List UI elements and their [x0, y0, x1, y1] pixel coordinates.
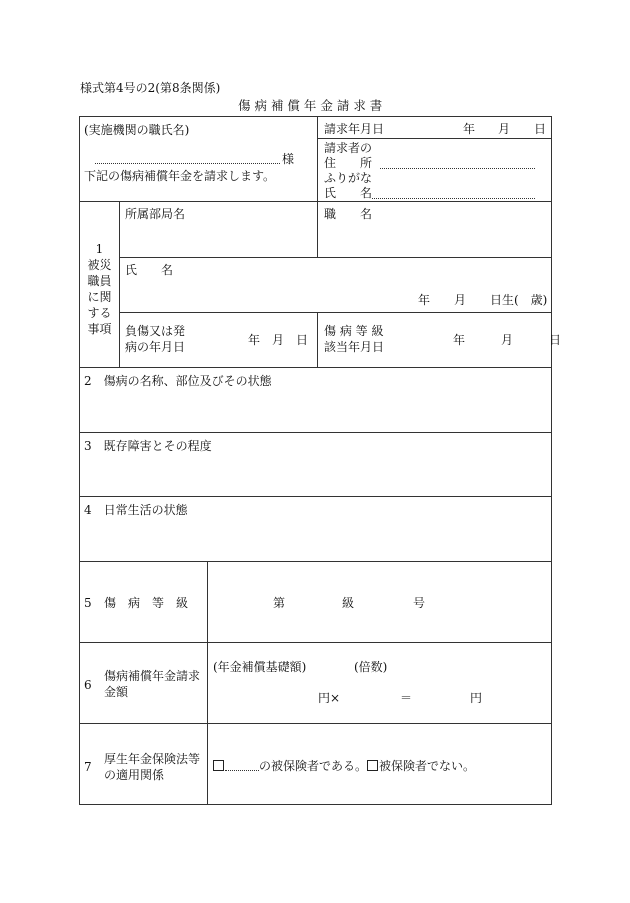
injury-date-label-1: 負傷又は発 — [125, 324, 186, 338]
claimant-name-label: 氏 名 — [324, 186, 373, 200]
not-insured-checkbox[interactable] — [367, 760, 378, 771]
grade-go: 号 — [413, 596, 426, 610]
injury-date-label-2: 病の年月日 — [125, 340, 186, 354]
agency-label: (実施機関の職氏名) — [84, 123, 190, 137]
request-date-label: 請求年月日 — [324, 122, 385, 136]
section7-label: 厚生年金保険法等の適用関係 — [104, 752, 201, 782]
employee-name-label: 氏 名 — [125, 263, 174, 277]
multiplier-label: (倍数) — [354, 660, 388, 674]
form-number: 様式第4号の2(第8条関係) — [80, 81, 221, 95]
section3-label: 3 既存障害とその程度 — [84, 439, 212, 453]
yen-unit: 円 — [470, 691, 483, 705]
section2-label: 2 傷病の名称、部位及びその状態 — [84, 374, 272, 388]
request-statement: 下記の傷病補償年金を請求します。 — [84, 169, 276, 183]
address-field[interactable] — [380, 168, 535, 169]
grade-date-value: 年 月 日 — [453, 333, 562, 347]
address-label: 住 所 — [324, 156, 373, 170]
grade-date-label-2: 該当年月日 — [324, 340, 385, 354]
section5-number: 5 — [84, 596, 92, 610]
claimant-name-field[interactable] — [372, 198, 535, 199]
section5-label: 傷 病 等 級 — [104, 596, 189, 610]
dept-label: 所属部局名 — [125, 207, 186, 221]
injury-date-value: 年 月 日 — [248, 333, 309, 347]
furigana-label: ふりがな — [324, 171, 373, 185]
section1-side-label: 1 被災 職員 に関 する 事項 — [87, 242, 112, 336]
equals-sign: ＝ — [400, 691, 413, 705]
section7-number: 7 — [84, 760, 92, 774]
grade-dai: 第 — [273, 596, 286, 610]
claimant-label: 請求者の — [324, 141, 373, 155]
birth-date-label: 年 月 日生( 歳) — [418, 293, 548, 307]
position-label: 職 名 — [324, 207, 373, 221]
yen-times: 円× — [318, 691, 341, 705]
section6-label: 傷病補償年金請求金額 — [104, 669, 201, 699]
insured-option[interactable]: の被保険者である。 被保険者でない。 — [213, 760, 475, 772]
insured-checkbox[interactable] — [213, 760, 224, 771]
grade-date-label-1: 傷 病 等 級 — [324, 324, 384, 338]
request-month-label: 月 — [498, 122, 511, 136]
base-amount-label: (年金補償基礎額) — [213, 660, 307, 674]
agency-name-field[interactable] — [95, 163, 280, 164]
request-year-label: 年 — [463, 122, 476, 136]
request-day-label: 日 — [534, 122, 547, 136]
section4-label: 4 日常生活の状態 — [84, 503, 188, 517]
section6-number: 6 — [84, 678, 92, 692]
sama-suffix: 様 — [282, 152, 295, 166]
grade-kyu: 級 — [342, 596, 355, 610]
insurance-law-field[interactable] — [225, 760, 259, 771]
page-title: 傷 病 補 償 年 金 請 求 書 — [238, 98, 383, 113]
